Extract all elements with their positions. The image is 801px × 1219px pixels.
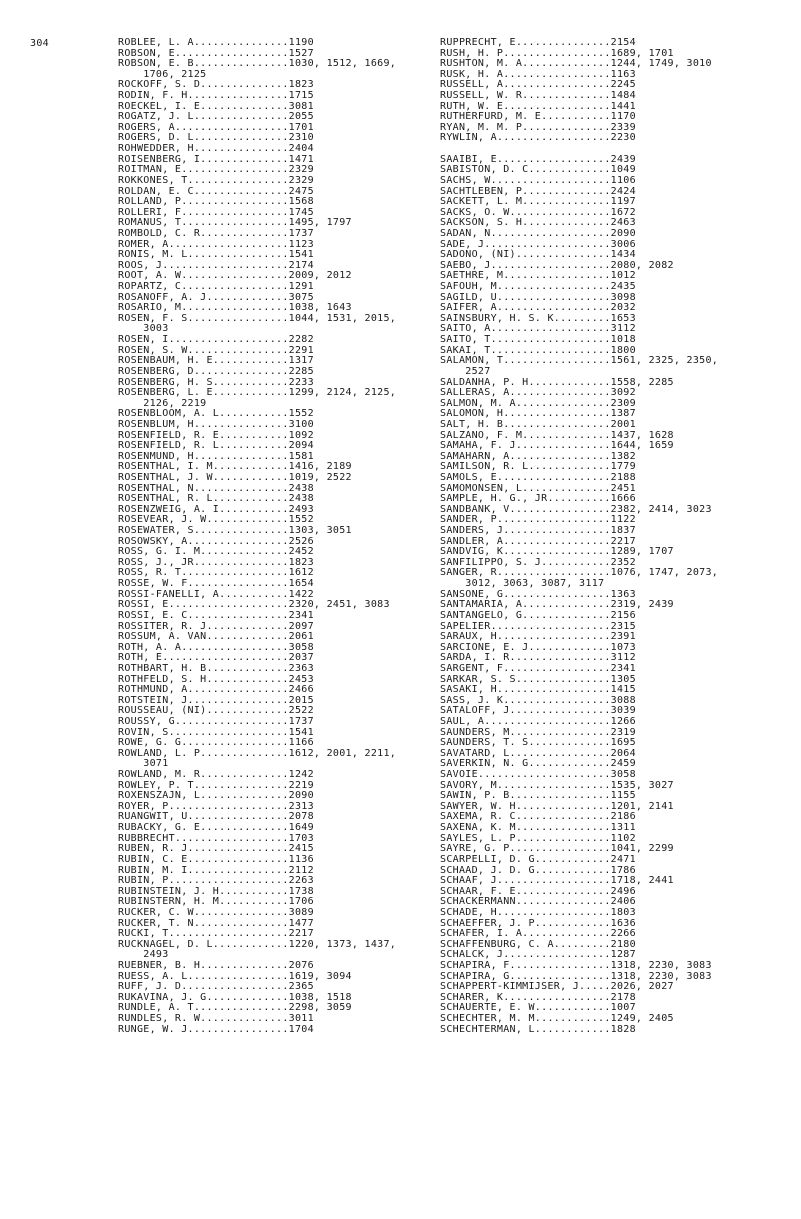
index-entry: ROMANUS, T.................1495, 1797 xyxy=(118,217,352,229)
index-entry: SALAMON, T.................1561, 2325, 2350, xyxy=(440,355,719,367)
index-entry: SCHALCK, J.................1287 xyxy=(440,949,636,961)
index-entry: RUCKER, C. W...............3089 xyxy=(118,906,314,918)
index-entry: SADE, J....................3006 xyxy=(440,238,636,250)
index-column-right xyxy=(440,38,790,1035)
index-entry: ROSENTHAL, N...............2438 xyxy=(118,482,314,494)
index-entry: SCHAAD, J. D. G............1786 xyxy=(440,864,636,876)
index-entry: RUBIN, P...................2263 xyxy=(118,875,314,887)
index-entry: SACHTLEBEN, P..............2424 xyxy=(440,185,636,197)
page-number: 304 xyxy=(30,38,49,49)
index-entry: SAVORY, M..................1535, 3027 xyxy=(440,779,674,791)
index-entry: SALDANHA, P. H.............1558, 2285 xyxy=(440,376,674,388)
index-entry: SAEBO, J...................2080, 2082 xyxy=(440,259,674,271)
index-entry: SAAIBI, E..................2439 xyxy=(440,153,636,165)
index-entry: ROSEVEAR, J. W.............1552 xyxy=(118,514,314,526)
index-entry: ROSEWATER, S...............1303, 3051 xyxy=(118,525,352,537)
index-entry: RUCKER, T. N...............1477 xyxy=(118,917,314,929)
index-entry: SAMILSON, R. L.............1779 xyxy=(440,461,636,473)
index-entry: SAVATARD, L................2064 xyxy=(440,747,636,759)
index-entry: SCHAAF, J..................1718, 2441 xyxy=(440,875,674,887)
index-entry: ROTH, A. A.................3058 xyxy=(118,641,314,653)
index-entry: ROWE, G. G.................1166 xyxy=(118,737,314,749)
index-entry: SAGILD, U..................3098 xyxy=(440,291,636,303)
index-entry: ROSEN, I...................2282 xyxy=(118,334,314,346)
index-entry: ROYER, P...................2313 xyxy=(118,800,314,812)
index-entry: ROWLAND, M. R..............1242 xyxy=(118,769,314,781)
index-entry: SAVERKIN, N. G.............2459 xyxy=(440,758,636,770)
index-entry: RUBEN, R. J................2415 xyxy=(118,843,314,855)
index-entry: SAITO, T...................1018 xyxy=(440,334,636,346)
index-entry: ROSARIO, M.................1038, 1643 xyxy=(118,302,352,314)
index-entry: SACKSON, S. H..............2463 xyxy=(440,217,636,229)
index-entry: 3003 xyxy=(118,323,169,335)
index-entry: SALMON, M. A...............2309 xyxy=(440,397,636,409)
index-entry: ROSEN, S. W................2291 xyxy=(118,344,314,356)
index-entry: ROGATZ, J. L...............2055 xyxy=(118,111,314,123)
index-entry: ROSS, G. I. M..............2452 xyxy=(118,546,314,558)
index-entry: RUFF, J. D.................2365 xyxy=(118,981,314,993)
index-entry: ROTHMUND, A................2466 xyxy=(118,684,314,696)
index-entry: SANDLER, A.................2217 xyxy=(440,535,636,547)
index-entry: ROTHFELD, S. H.............2453 xyxy=(118,673,314,685)
index-entry: ROXENSZAJN, L..............2090 xyxy=(118,790,314,802)
index-entry: RONIS, M. L................1541 xyxy=(118,249,314,261)
index-entry: ROLLERI, F.................1745 xyxy=(118,206,314,218)
index-entry: SAMPLE, H. G., JR..........1666 xyxy=(440,493,636,505)
index-entry: ROOT, A. W.................2009, 2012 xyxy=(118,270,352,282)
index-entry: SAVOIE.....................3058 xyxy=(440,769,636,781)
index-entry: RUPPRECHT, E...............2154 xyxy=(440,37,636,48)
index-entry: RUSH, H. P.................1689, 1701 xyxy=(440,47,674,59)
index-entry: SAMAHARN, A................1382 xyxy=(440,450,636,462)
index-entry: SAYRE, G. P................1041, 2299 xyxy=(440,843,674,855)
index-entry: RUEBNER, B. H..............2076 xyxy=(118,960,314,972)
index-entry: RUESS, A. L................1619, 3094 xyxy=(118,970,352,982)
index-entry: SANDER, P..................1122 xyxy=(440,514,636,526)
index-entry: 2126, 2219 xyxy=(118,397,207,409)
index-entry: SAWIN, P. B................1155 xyxy=(440,790,636,802)
index-entry: SAUNDERS, T. S.............1695 xyxy=(440,737,636,749)
index-entry: SCHACKERMANN...............2406 xyxy=(440,896,636,908)
index-entry: ROBLEE, L. A...............1190 xyxy=(118,37,314,48)
index-entry: SALOMON, H.................1387 xyxy=(440,408,636,420)
index-entry: ROBSON, E..................1527 xyxy=(118,47,314,59)
index-entry: ROSENFIELD, R. E...........1092 xyxy=(118,429,314,441)
index-entry: SAINSBURY, H. S. K.........1653 xyxy=(440,312,636,324)
index-entry: SCHAPIRA, F................1318, 2230, 3083 xyxy=(440,960,712,972)
index-entry: ROMER, A...................1123 xyxy=(118,238,314,250)
index-entry: SANSONE, G.................1363 xyxy=(440,588,636,600)
index-entry: SANDBANK, V................2382, 2414, 3023 xyxy=(440,503,712,515)
index-entry: RUSSELL, W. R..............1484 xyxy=(440,90,636,102)
index-entry: SCHADE, H..................1803 xyxy=(440,906,636,918)
index-entry: ROSENTHAL, J. W............1019, 2522 xyxy=(118,471,352,483)
index-entry: SCHAFFENBURG, C. A.........2180 xyxy=(440,938,636,950)
index-entry: ROSENTHAL, R. L............2438 xyxy=(118,493,314,505)
index-entry: SADONO, (NI)...............1434 xyxy=(440,249,636,261)
index-entry: SCHAPPERT-KIMMIJSER, J.....2026, 2027 xyxy=(440,981,674,993)
index-entry: SARAUX, H..................2391 xyxy=(440,631,636,643)
index-entry: ROSENBERG, H. S............2233 xyxy=(118,376,314,388)
index-entry: RYWLIN, A..................2230 xyxy=(440,132,636,144)
index-entry: SANDERS, J.................1837 xyxy=(440,525,636,537)
index-entry: ROSOWSKY, A................2526 xyxy=(118,535,314,547)
index-entry: ROSS, J., JR...............1823 xyxy=(118,556,314,568)
index-entry: SAYLES, L. P...............1102 xyxy=(440,832,636,844)
index-entry: SATALOFF, J................3039 xyxy=(440,705,636,717)
index-entry: ROUSSEAU, (NI).............2522 xyxy=(118,705,314,717)
index-entry: RUNDLES, R. W..............3011 xyxy=(118,1013,314,1025)
index-entry: SANTANGELO, G..............2156 xyxy=(440,609,636,621)
index-entry: SAIFER, A..................2032 xyxy=(440,302,636,314)
index-entry: ROSSE, W. F................1654 xyxy=(118,578,314,590)
index-entry: RUKAVINA, J. G.............1038, 1518 xyxy=(118,991,352,1003)
index-entry: ROSENBLUM, H...............3100 xyxy=(118,418,314,430)
index-entry: RUCKNAGEL, D. L............1220, 1373, 1437, xyxy=(118,938,397,950)
index-entry: ROSENMUND, H...............1581 xyxy=(118,450,314,462)
index-entry: ROSEN, F. S................1044, 1531, 2015, xyxy=(118,312,397,324)
index-entry: SACKS, O. W................1672 xyxy=(440,206,636,218)
index-entry: SCHAFER, I. A..............2266 xyxy=(440,928,636,940)
index-entry: SAITO, A...................3112 xyxy=(440,323,636,335)
index-entry: ROOS, J....................2174 xyxy=(118,259,314,271)
index-entry: SCHECHTERMAN, L............1828 xyxy=(440,1023,636,1035)
index-entry: SCHAAR, F. E...............2496 xyxy=(440,885,636,897)
index-entry: SADAN, N...................2090 xyxy=(440,227,636,239)
index-entry: 2493 xyxy=(118,949,169,961)
index-entry: RODIN, F. H................1715 xyxy=(118,90,314,102)
index-entry: SAMOLS, E..................2188 xyxy=(440,471,636,483)
index-entry: SCHARER, K.................2178 xyxy=(440,991,636,1003)
index-entry: RUSHTON, M. A..............1244, 1749, 3010 xyxy=(440,58,712,70)
index-entry: RUNGE, W. J................1704 xyxy=(118,1023,314,1035)
index-entry: SANFILIPPO, S. J...........2352 xyxy=(440,556,636,568)
index-entry: SAWYER, W. H...............1201, 2141 xyxy=(440,800,674,812)
index-entry: ROSSUM, A. VAN.............2061 xyxy=(118,631,314,643)
index-entry: SABISTON, D. C.............1049 xyxy=(440,164,636,176)
index-entry: ROGERS, A..................1701 xyxy=(118,121,314,133)
index-entry: ROSENBERG, D...............2285 xyxy=(118,365,314,377)
index-entry: SALT, H. B.................2001 xyxy=(440,418,636,430)
index-entry: ROSENBERG, L. E............1299, 2124, 2125, xyxy=(118,387,397,399)
index-entry: ROGERS, D. L...............2310 xyxy=(118,132,314,144)
index-entry: ROPARTZ, C.................1291 xyxy=(118,281,314,293)
index-entry: SARGENT, F.................2341 xyxy=(440,662,636,674)
index-entry: RUBACKY, G. E..............1649 xyxy=(118,822,314,834)
index-column-left xyxy=(118,38,448,1035)
index-entry: RYAN, M. M. P..............2339 xyxy=(440,121,636,133)
index-entry: SAETHRE, M.................1012 xyxy=(440,270,636,282)
index-entry: SANTAMARIA, A..............2319, 2439 xyxy=(440,599,674,611)
index-entry: SCHAPIRA, G................1318, 2230, 3083 xyxy=(440,970,712,982)
index-entry: 3012, 3063, 3087, 3117 xyxy=(440,578,605,590)
index-entry: RUBIN, M. I................2112 xyxy=(118,864,314,876)
index-entry: SARDA, I. R................3112 xyxy=(440,652,636,664)
index-entry: ROSSI, E. C................2341 xyxy=(118,609,314,621)
index-entry: ROTHBART, H. B.............2363 xyxy=(118,662,314,674)
index-entry: SASAKI, H..................1415 xyxy=(440,684,636,696)
index-entry: ROSENBLOOM, A. L...........1552 xyxy=(118,408,314,420)
index-entry: RUBIN, C. E................1136 xyxy=(118,853,314,865)
index-entry: ROMBOLD, C. R..............1737 xyxy=(118,227,314,239)
index-entry: SCHECHTER, M. M............1249, 2405 xyxy=(440,1013,674,1025)
index-entry: ROSSI-FANELLI, A...........1422 xyxy=(118,588,314,600)
index-entry: ROWLEY, P. T...............2219 xyxy=(118,779,314,791)
index-entry: SAMAHA, F. J...............1644, 1659 xyxy=(440,440,674,452)
index-entry: SASS, J. K.................3088 xyxy=(440,694,636,706)
index-entry: ROLDAN, E. C...............2475 xyxy=(118,185,314,197)
index-entry: SAUL, A....................1266 xyxy=(440,716,636,727)
index-entry: ROECKEL, I. E..............3081 xyxy=(118,100,314,112)
index-entry: SCHAUERTE, E. W............1007 xyxy=(440,1002,636,1014)
index-entry: SACKETT, L. M..............1197 xyxy=(440,196,636,208)
index-entry: RUNDLE, A. T...............2298, 3059 xyxy=(118,1002,352,1014)
index-entry: ROSS, R. T.................1612 xyxy=(118,567,314,579)
index-entry: RUCKI, T...................2217 xyxy=(118,928,314,940)
index-entry: ROBSON, E. B...............1030, 1512, 1669, xyxy=(118,58,397,70)
index-entry: ROKKONES, T................2329 xyxy=(118,174,314,186)
index-entry: ROLLAND, P.................1568 xyxy=(118,196,314,208)
index-entry: ROVIN, S...................1541 xyxy=(118,726,314,738)
index-entry: SAFOUH, M..................2435 xyxy=(440,281,636,293)
index-entry: 3071 xyxy=(118,758,169,770)
index-entry: ROITMAN, E.................2329 xyxy=(118,164,314,176)
index-entry: SCHAEFFER, J. P............1636 xyxy=(440,917,636,929)
index-entry: ROSANOFF, A. J.............3075 xyxy=(118,291,314,303)
index-entry: ROUSSY, G..................1737 xyxy=(118,716,314,727)
index-entry: SARKAR, S. S...............1305 xyxy=(440,673,636,685)
index-entry: ROTSTEIN, J................2015 xyxy=(118,694,314,706)
index-entry: SARCIONE, E. J.............1073 xyxy=(440,641,636,653)
index-entry: SALZANO, F. M..............1437, 1628 xyxy=(440,429,674,441)
index-entry: SAPELIER...................2315 xyxy=(440,620,636,632)
index-entry: SANDVIG, K.................1289, 1707 xyxy=(440,546,674,558)
index-entry: ROWLAND, L. P..............1612, 2001, 2211, xyxy=(118,747,397,759)
index-entry: ROSSITER, R. J.............2097 xyxy=(118,620,314,632)
index-entry: ROSENBAUM, H. E............1317 xyxy=(118,355,314,367)
index-entry: SACHS, W...................1106 xyxy=(440,174,636,186)
index-entry: SANGER, R..................1076, 1747, 2073, xyxy=(440,567,719,579)
index-entry: RUSK, H. A.................1163 xyxy=(440,68,636,80)
index-entry: ROSENZWEIG, A. I...........2493 xyxy=(118,503,314,515)
index-entry: SALLERAS, A................3092 xyxy=(440,387,636,399)
index-entry: RUBINSTEIN, J. H...........1738 xyxy=(118,885,314,897)
index-entry: ROTH, E....................2037 xyxy=(118,652,314,664)
index-entry: RUANGWIT, U................2078 xyxy=(118,811,314,823)
index-entry: SAKAI, T...................1800 xyxy=(440,344,636,356)
index-entry: ROSENTHAL, I. M............1416, 2189 xyxy=(118,461,352,473)
index-entry: SAXENA, K. M...............1311 xyxy=(440,822,636,834)
index-entry: RUBINSTERN, H. M...........1706 xyxy=(118,896,314,908)
index-entry: RUTHERFURD, M. E...........1170 xyxy=(440,111,636,123)
index-entry: ROHWEDDER, H...............2404 xyxy=(118,143,314,155)
index-entry: 1706, 2125 xyxy=(118,68,207,80)
index-entry: ROSENFIELD, R. L...........2094 xyxy=(118,440,314,452)
index-entry: RUSSELL, A.................2245 xyxy=(440,79,636,91)
index-entry: RUBBRECHT..................1703 xyxy=(118,832,314,844)
index-entry: RUTH, W. E.................1441 xyxy=(440,100,636,112)
index-entry: ROISENBERG, I..............1471 xyxy=(118,153,314,165)
index-entry: ROSSI, E...................2320, 2451, 3083 xyxy=(118,599,390,611)
index-entry: SCARPELLI, D. G............2471 xyxy=(440,853,636,865)
index-entry: SAUNDERS, M................2319 xyxy=(440,726,636,738)
index-entry: ROCKOFF, S. D..............1823 xyxy=(118,79,314,91)
index-entry: 2527 xyxy=(440,365,491,377)
index-entry: SAMOMONSEN, L..............2451 xyxy=(440,482,636,494)
index-entry: SAXEMA, R. C...............2186 xyxy=(440,811,636,823)
